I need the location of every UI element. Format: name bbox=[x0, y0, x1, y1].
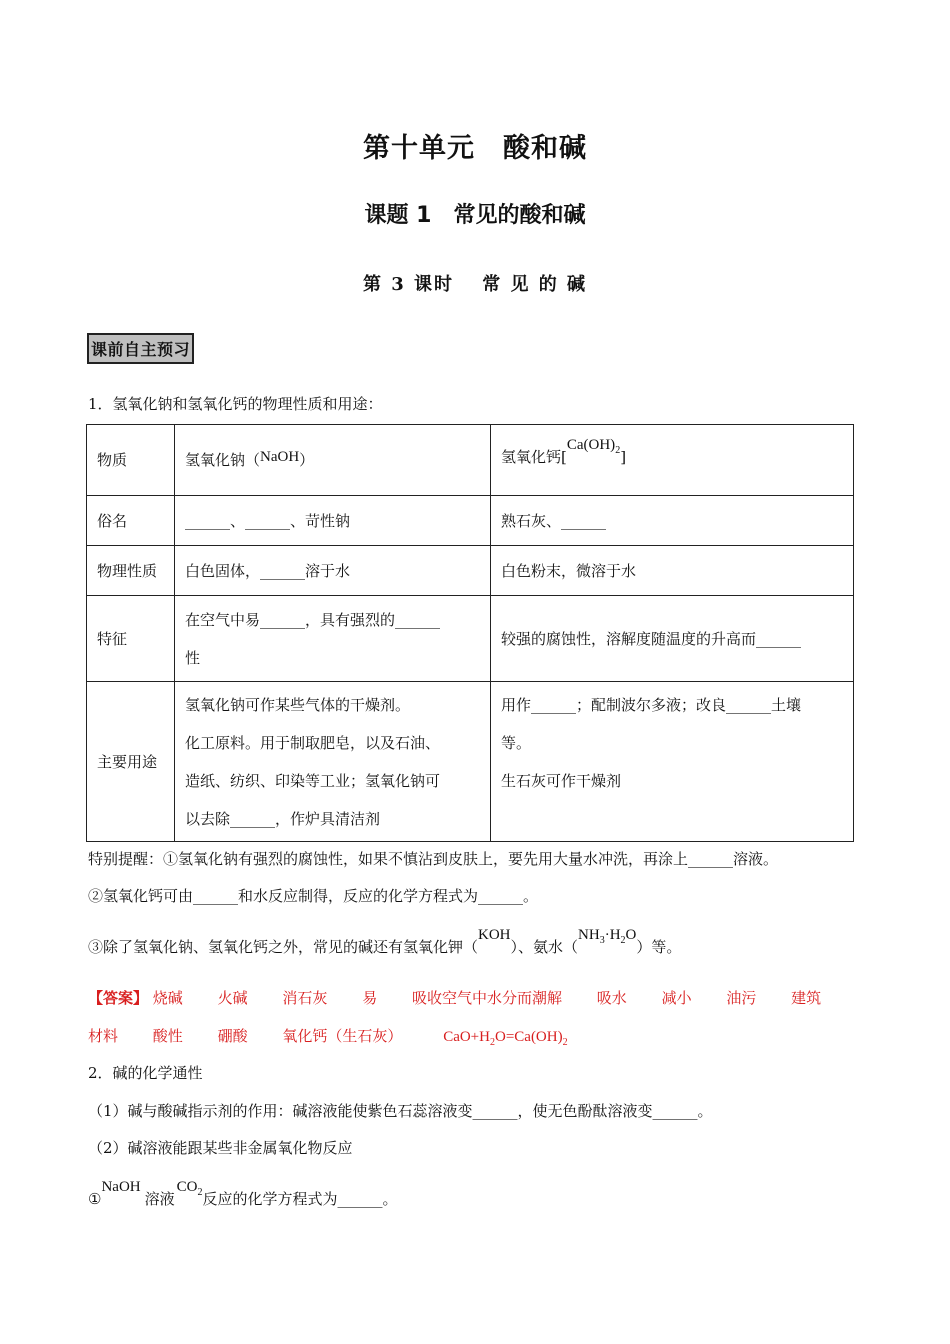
caoh-close: ] bbox=[620, 447, 627, 466]
table-cell bbox=[491, 682, 854, 842]
table-row bbox=[87, 596, 854, 682]
table-cell bbox=[175, 425, 491, 496]
answer-prefix: 【答案】 bbox=[88, 989, 149, 1007]
caoh-name: 氢氧化钙[ bbox=[501, 447, 567, 466]
table-cell: 俗名 bbox=[87, 496, 175, 546]
naoh-name: 氢氧化钠（ bbox=[185, 450, 261, 469]
answer-item: 减小 bbox=[661, 989, 692, 1007]
question-1-title: 1．氢氧化钠和氢氧化钙的物理性质和用途： bbox=[88, 395, 383, 413]
table-row bbox=[87, 496, 854, 546]
eq-sub-2: 2 bbox=[562, 1037, 568, 1048]
section-label: 课前自主预习 bbox=[87, 333, 194, 364]
table-cell bbox=[175, 682, 491, 842]
question-2-title: 2．碱的化学通性 bbox=[88, 1064, 203, 1082]
table-cell: ______、______、苛性钠 bbox=[175, 496, 491, 546]
table-cell: 物质 bbox=[87, 425, 175, 496]
nh3-sub: 3 bbox=[599, 935, 605, 946]
co2-formula bbox=[176, 1179, 203, 1198]
table-cell: 熟石灰、______ bbox=[491, 496, 854, 546]
cell-line: 在空气中易______，具有强烈的______ bbox=[185, 610, 441, 629]
answer-item: 硼酸 bbox=[217, 1027, 248, 1045]
o-text: O bbox=[625, 927, 637, 943]
table-row bbox=[87, 425, 854, 496]
table-cell: 主要用途 bbox=[87, 682, 175, 842]
table-cell: 特征 bbox=[87, 596, 175, 682]
cell-line: 化工原料。用于制取肥皂，以及石油、 bbox=[185, 733, 441, 752]
tip-3 bbox=[88, 927, 682, 959]
answer-item: 消石灰 bbox=[282, 989, 328, 1007]
tip-2: ②氢氧化钙可由______和水反应制得，反应的化学方程式为______。 bbox=[88, 887, 539, 905]
tip-3-text-a: ③除了氢氧化钠、氢氧化钙之外，常见的碱还有氢氧化钾（ bbox=[88, 938, 479, 956]
nh3-text: NH bbox=[578, 927, 600, 943]
question-2-part-2: （2）碱溶液能跟某些非金属氧化物反应 bbox=[88, 1139, 353, 1157]
answer-item: 易 bbox=[362, 989, 378, 1007]
naoh-close: ） bbox=[299, 450, 315, 469]
nh3-h2o-formula bbox=[578, 927, 637, 946]
answer-line-2 bbox=[88, 1025, 568, 1048]
answer-item: 吸水 bbox=[596, 989, 627, 1007]
answer-item: 酸性 bbox=[152, 1027, 183, 1045]
caoh-formula-text: Ca(OH) bbox=[566, 436, 616, 453]
cell-line: 用作______；配制波尔多液；改良______土壤 bbox=[501, 696, 802, 714]
naoh-formula-2: NaOH bbox=[101, 1179, 141, 1195]
eq-sub-1: 2 bbox=[489, 1037, 495, 1048]
tip-3-text-b: ）、氨水（ bbox=[510, 938, 579, 956]
naoh-formula: NaOH bbox=[260, 448, 300, 465]
cell-line: 等。 bbox=[501, 734, 532, 752]
table-row bbox=[87, 682, 854, 842]
table-cell bbox=[491, 425, 854, 496]
solution-text: 溶液 bbox=[144, 1190, 175, 1208]
co2-sub: 2 bbox=[197, 1187, 203, 1198]
answer-line-1 bbox=[88, 987, 821, 1008]
unit-title: 第十单元 酸和碱 bbox=[363, 133, 587, 164]
eq-text-a: CaO+H bbox=[443, 1029, 490, 1045]
tip-1: 特别提醒：①氢氧化钠有强烈的腐蚀性，如果不慎沾到皮肤上，要先用大量水冲洗，再涂上______溶液。 bbox=[88, 850, 779, 868]
tip-3-text-c: ）等。 bbox=[636, 938, 682, 956]
h2-sub: 2 bbox=[620, 935, 626, 946]
table-cell: 较强的腐蚀性，溶解度随温度的升高而______ bbox=[491, 596, 854, 682]
question-2-part-3 bbox=[88, 1179, 398, 1211]
cell-line: 造纸、纺织、印染等工业；氢氧化钠可 bbox=[185, 771, 441, 790]
answer-item: 吸收空气中水分而潮解 bbox=[411, 989, 562, 1007]
caoh-formula-sub: 2 bbox=[615, 444, 621, 456]
caoh-formula bbox=[566, 436, 621, 456]
cell-line: 性 bbox=[185, 648, 201, 667]
table-cell: 物理性质 bbox=[87, 546, 175, 596]
cell-line: 氢氧化钠可作某些气体的干燥剂。 bbox=[185, 695, 411, 714]
answer-item: 建筑 bbox=[791, 989, 822, 1007]
answer-item: 氧化钙（生石灰） bbox=[282, 1027, 403, 1045]
table-cell bbox=[175, 596, 491, 682]
answer-item: 火碱 bbox=[217, 989, 248, 1007]
dot-h-text: ·H bbox=[604, 927, 621, 943]
koh-formula: KOH bbox=[478, 927, 511, 943]
lesson-title: 课题 1 常见的酸和碱 bbox=[364, 203, 586, 228]
cell-line: 以去除______，作炉具清洁剂 bbox=[185, 809, 381, 828]
table-cell: 白色粉末，微溶于水 bbox=[491, 546, 854, 596]
co2-text: CO bbox=[176, 1179, 198, 1195]
answer-equation bbox=[443, 1029, 567, 1048]
period-title: 第 3 课时 常 见 的 碱 bbox=[362, 274, 588, 295]
table-cell: 白色固体，______溶于水 bbox=[175, 546, 491, 596]
answer-item: 材料 bbox=[88, 1027, 119, 1045]
properties-table bbox=[86, 424, 854, 842]
answer-item: 油污 bbox=[726, 989, 757, 1007]
circle-number: ① bbox=[88, 1190, 102, 1208]
answer-item: 烧碱 bbox=[152, 989, 183, 1007]
eq-text-b: O=Ca(OH) bbox=[494, 1029, 563, 1045]
question-2-part-1: （1）碱与酸碱指示剂的作用：碱溶液能使紫色石蕊溶液变______，使无色酚酞溶液变______。 bbox=[88, 1102, 713, 1120]
equation-blank-text: 反应的化学方程式为______。 bbox=[202, 1190, 398, 1208]
table-row bbox=[87, 546, 854, 596]
cell-line: 生石灰可作干燥剂 bbox=[501, 772, 622, 790]
